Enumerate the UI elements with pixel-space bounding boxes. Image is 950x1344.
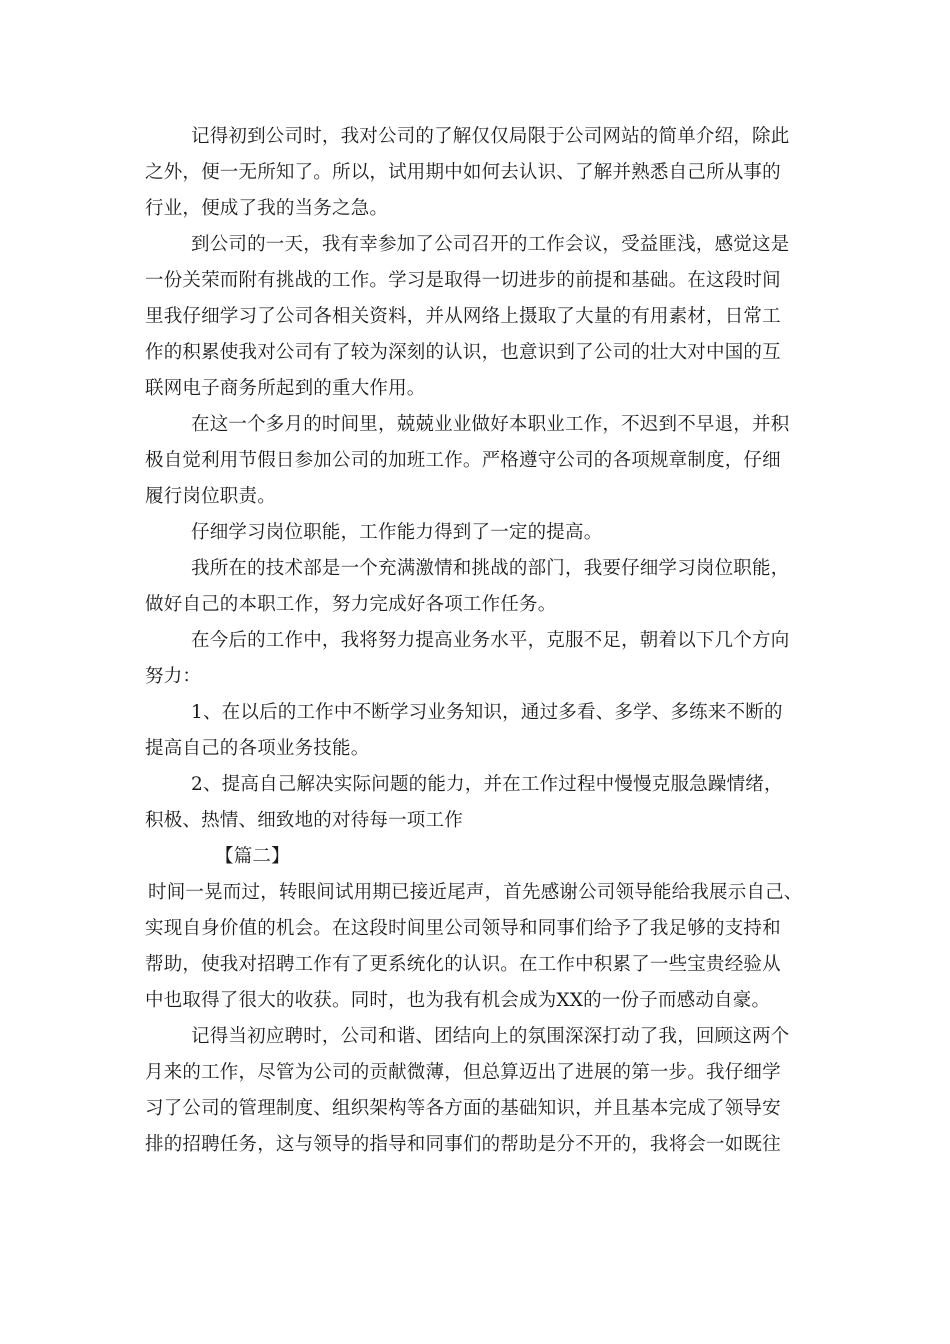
- list-item-line: 2、提高自己解决实际问题的能力，并在工作过程中慢慢克服急躁情绪，: [191, 774, 783, 795]
- paragraph-line: 里我仔细学习了公司各相关资料，并从网络上摄取了大量的有用素材，日常工: [145, 306, 781, 327]
- paragraph-line: 联网电子商务所起到的重大作用。: [145, 378, 426, 399]
- list-item-line: 积极、热情、细致地的对待每一项工作: [145, 810, 463, 831]
- paragraph-line: 中也取得了很大的收获。同时，也为我有机会成为XX的一份子而感动自豪。: [145, 990, 771, 1011]
- paragraph-line: 时间一晃而过，转眼间试用期已接近尾声，首先感谢公司领导能给我展示自己、: [148, 882, 803, 903]
- paragraph-line: 实现自身价值的机会。在这段时间里公司领导和同事们给予了我足够的支持和: [145, 918, 781, 939]
- paragraph-line: 之外，便一无所知了。所以，试用期中如何去认识、了解并熟悉自己所从事的: [145, 162, 781, 183]
- paragraph-line: 习了公司的管理制度、组织架构等各方面的基础知识，并且基本完成了领导安: [145, 1098, 781, 1119]
- paragraph-line: 努力：: [145, 666, 202, 687]
- paragraph-line: 排的招聘任务，这与领导的指导和同事们的帮助是分不开的，我将会一如既往: [145, 1134, 781, 1155]
- paragraph-line: 极自觉利用节假日参加公司的加班工作。严格遵守公司的各项规章制度，仔细: [145, 450, 781, 471]
- paragraph-line: 作的积累使我对公司有了较为深刻的认识，也意识到了公司的壮大对中国的互: [145, 342, 781, 363]
- list-item-line: 1、在以后的工作中不断学习业务知识，通过多看、多学、多练来不断的: [191, 702, 783, 723]
- paragraph-line: 一份关荣而附有挑战的工作。学习是取得一切进步的前提和基础。在这段时间: [145, 270, 781, 291]
- paragraph-line: 记得当初应聘时，公司和谐、团结向上的氛围深深打动了我，回顾这两个: [191, 1026, 790, 1047]
- paragraph-line: 做好自己的本职工作，努力完成好各项工作任务。: [145, 594, 557, 615]
- paragraph-line: 行业，便成了我的当务之急。: [145, 198, 389, 219]
- list-item-line: 提高自己的各项业务技能。: [145, 738, 370, 759]
- paragraph-line: 到公司的一天，我有幸参加了公司召开的工作会议，受益匪浅，感觉这是: [191, 234, 790, 255]
- section-heading: 【篇二】: [215, 846, 290, 867]
- paragraph-line: 帮助，使我对招聘工作有了更系统化的认识。在工作中积累了一些宝贵经验从: [145, 954, 781, 975]
- paragraph-line: 月来的工作，尽管为公司的贡献微薄，但总算迈出了进展的第一步。我仔细学: [145, 1062, 781, 1083]
- paragraph-line: 我所在的技术部是一个充满激情和挑战的部门，我要仔细学习岗位职能，: [191, 558, 790, 579]
- paragraph-line: 在这一个多月的时间里，兢兢业业做好本职业工作，不迟到不早退，并积: [191, 414, 790, 435]
- paragraph-line: 记得初到公司时，我对公司的了解仅仅局限于公司网站的简单介绍，除此: [191, 126, 790, 147]
- paragraph-line: 在今后的工作中，我将努力提高业务水平，克服不足，朝着以下几个方向: [191, 630, 790, 651]
- paragraph-line: 仔细学习岗位职能，工作能力得到了一定的提高。: [191, 522, 603, 543]
- paragraph-line: 履行岗位职责。: [145, 486, 276, 507]
